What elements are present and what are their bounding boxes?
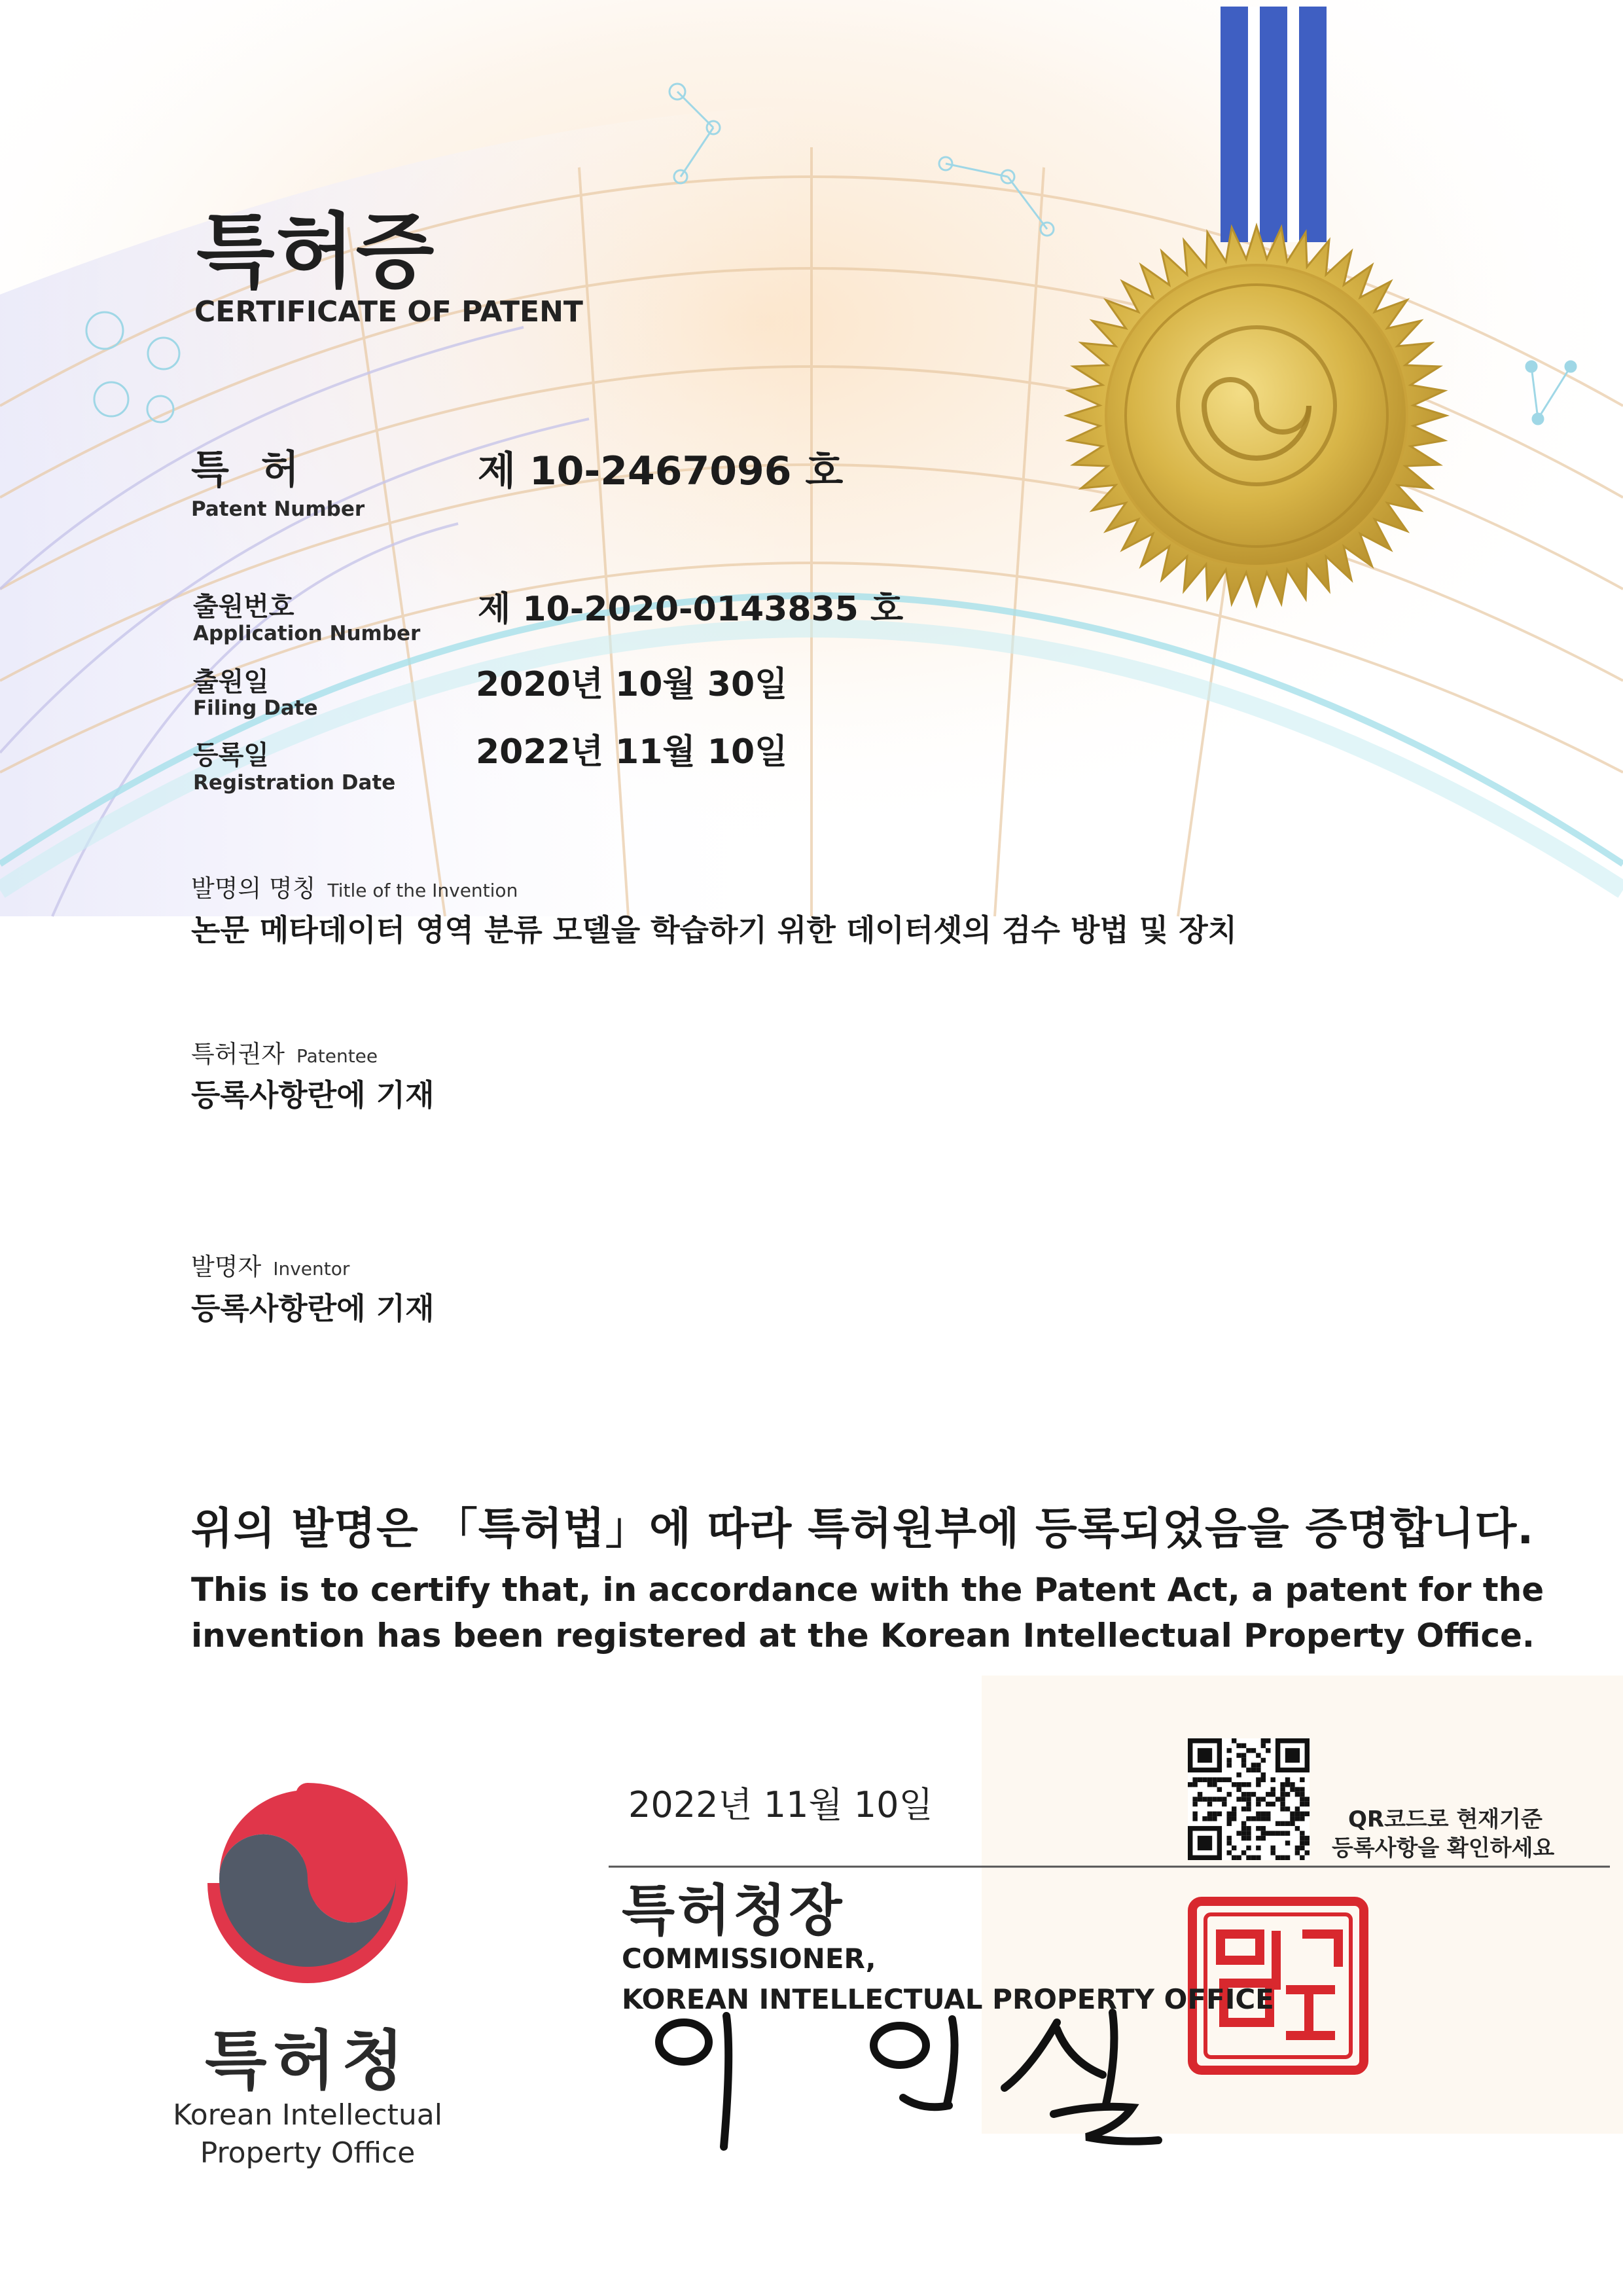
filing-date-label-ko: 출원일	[193, 667, 269, 697]
inventor-value: 등록사항란에 기재	[191, 1291, 435, 1326]
inventor-label-en: Inventor	[273, 1258, 350, 1280]
certificate-title-ko: 특허증	[196, 205, 436, 299]
application-number-value: 제 10-2020-0143835 호	[478, 590, 904, 629]
ribbon	[1221, 7, 1327, 242]
office-name-ko: 특허청	[204, 2024, 410, 2098]
patent-number-label-ko: 특 허	[191, 447, 308, 493]
inventor-label	[191, 1247, 349, 1282]
application-number-label-ko: 출원번호	[193, 592, 294, 622]
office-name-en-line1: Korean Intellectual	[173, 2098, 442, 2132]
application-number-label-en: Application Number	[193, 622, 421, 645]
invention-label	[191, 869, 518, 904]
issue-date: 2022년 11월 10일	[628, 1784, 933, 1825]
commissioner-title-ko: 특허청장	[622, 1878, 845, 1943]
qr-code[interactable]	[1188, 1738, 1310, 1860]
patent-number-label-en: Patent Number	[191, 497, 365, 521]
invention-title-value: 논문 메타데이터 영역 분류 모델을 학습하기 위한 데이터셋의 검수 방법 및 장치	[191, 912, 1238, 948]
patentee-label	[191, 1034, 378, 1069]
commissioner-title-en-line2: KOREAN INTELLECTUAL PROPERTY OFFICE	[622, 1983, 1274, 2015]
registration-date-label-ko: 등록일	[193, 740, 269, 770]
kipo-logo-shapes	[219, 1790, 396, 1967]
certification-statement-ko: 위의 발명은 「특허법」에 따라 특허원부에 등록되었음을 증명합니다.	[191, 1503, 1535, 1554]
registration-date-value: 2022년 11월 10일	[476, 732, 788, 772]
qr-hint-line2: 등록사항을 확인하세요	[1332, 1835, 1555, 1861]
office-name-en-line2: Property Office	[200, 2136, 416, 2170]
filing-date-label-en: Filing Date	[193, 696, 318, 720]
invention-label-en: Title of the Invention	[327, 880, 518, 901]
registration-date-label-en: Registration Date	[193, 771, 396, 795]
patentee-label-en: Patentee	[296, 1045, 378, 1067]
certification-statement-en-line1: This is to certify that, in accordance with the Patent Act, a patent for the	[191, 1571, 1544, 1609]
inventor-label-ko: 발명자	[191, 1253, 262, 1281]
gold-seal	[1067, 226, 1446, 605]
patentee-value: 등록사항란에 기재	[191, 1077, 435, 1113]
patentee-label-ko: 특허권자	[191, 1040, 285, 1068]
invention-label-ko: 발명의 명칭	[191, 874, 316, 903]
patent-number-value: 제 10-2467096 호	[478, 448, 844, 494]
filing-date-value: 2020년 10월 30일	[476, 665, 788, 704]
certification-statement-en-line2: invention has been registered at the Korean Intellectual Property Office.	[191, 1617, 1535, 1655]
certificate-title-en: CERTIFICATE OF PATENT	[194, 295, 583, 329]
commissioner-title-en-line1: COMMISSIONER,	[622, 1943, 876, 1975]
qr-hint-line1: QR코드로 현재기준	[1348, 1806, 1543, 1833]
